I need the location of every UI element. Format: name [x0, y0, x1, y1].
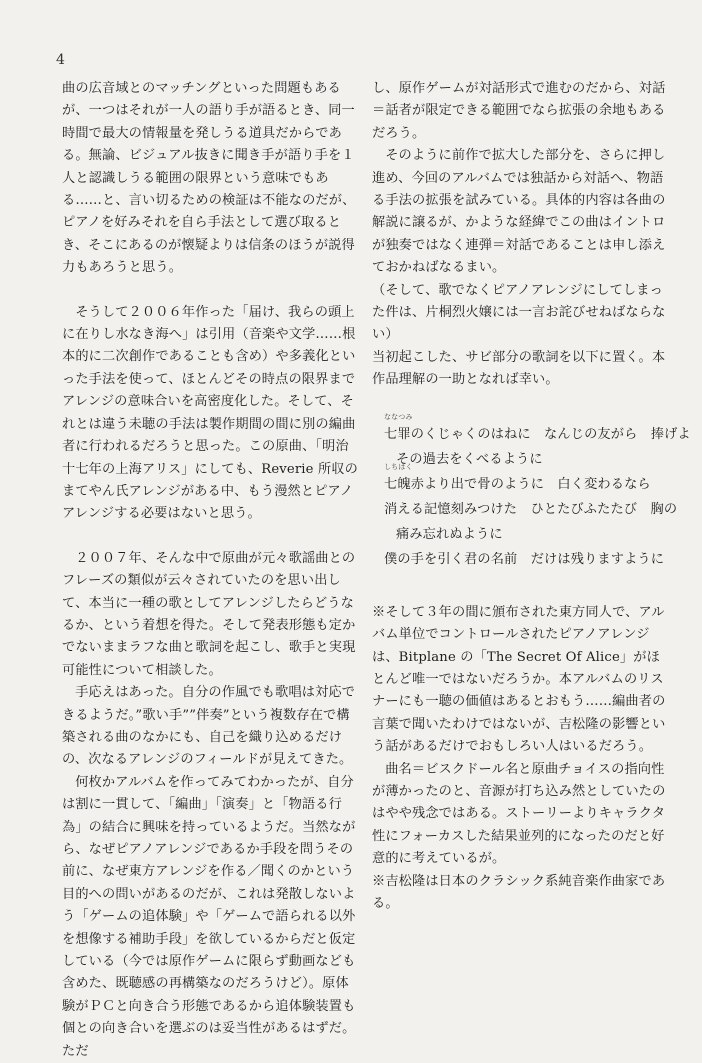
ruby-word: しちはく 七魄	[384, 462, 413, 492]
paragraph: ２００７年、そんな中で原曲が元々歌謡曲とのフレーズの類似が云々されていたのを思い出して、本当に一種の歌としてアレンジしたらどうなるか、という着想を得た。そして発表形態も定かでないままラフな曲と歌詞を起こし、歌手と実現可能性について相談した。	[62, 550, 356, 678]
paragraph: 手応えはあった。自分の作風でも歌唱は対応できるようだ。”歌い手””伴奏”という複数存在で構築される曲のなかにも、自己を織り込めるだけの、次なるアレンジのフィールドが見えてきた。	[62, 685, 356, 768]
paragraph: 曲の広音域とのマッチングといった問題もあるが、一つはそれが一人の語り手が語るとき、同一時間で最大の情報量を発しうる道具だからである。無論、ビジュアル抜きに聞き手が語り手を１人と認識しうる範囲の限界という意味でもある……と、言い切るための検証は不能なのだが、ピアノを好みそれを自ら手法として選び取るとき、そこにあるのが懐疑よりは信条のほうが説得力もあろうと思う。	[62, 81, 356, 276]
lyric-line: 僕の手を引く君の名前 だけは残りますように	[384, 551, 665, 567]
paragraph: し、原作ゲームが対話形式で進むのだから、対話＝話者が限定できる範囲でなら拡張の余地もあるだろう。	[372, 81, 666, 141]
lyric-line: 痛み忘れぬように	[396, 526, 503, 542]
page-number: 4	[56, 52, 65, 68]
footnote: ※吉松隆は日本のクラシック系純音楽作曲家である。	[372, 873, 666, 911]
lyric-line: ななつみ 七罪のくじゃくのはねに なんじの友がら 捧げよ	[384, 422, 672, 447]
paragraph: 曲名＝ビスクドール名と原曲チョイスの指向性が薄かったのと、音源が打ち込み然としていたのはやや残念ではある。ストーリーよりキャラクタ性にフォーカスした結果並列的になったのだと好意的に考えているが。	[372, 761, 666, 867]
paragraph: 何枚かアルバムを作ってみてわかったが、自分は割に一貫して、「編曲」「演奏」と「物語る行為」の結合に興味を持っているようだ。当然ながら、なぜピアノアレンジであるか手段を問うその前に、なぜ東方アレンジを作る／聞くのかという目的への問いがあるのだが、これは発散しないよう「ゲームの追体験」や「ゲームで語られる以外を想像する補助手段」を欲しているからだと仮定している（今では原作ゲームに限らず動画なども含めた、既聴感の再構築なのだろうけど）。原体験がＰＣと向き合う形態であるから追体験装置も個との向き合いを選ぶのは妥当性があるはずだ。ただ	[62, 774, 356, 1059]
left-column	[62, 78, 358, 1063]
paragraph: そのように前作で拡大した部分を、さらに押し進め、今回のアルバムでは独話から対話へ、物語る手法の拡張を試みている。具体的内容は各曲の解説に譲るが、かような経緯でこの曲はイントロが独奏ではなく連弾＝対話であることは申し添えておかねばなるまい。	[372, 148, 666, 276]
paragraph: そうして２００６年作った「届け、我らの頭上に在りし水なき海へ」は引用（音楽や文学……根本的に二次創作であることも含め）や多義化といった手法を使って、ほとんどその時点の限界までアレンジの意味合いを高密度化した。そして、それとは違う未聴の手法は製作期間の間に別の編曲者に行われるだろうと思った。この原曲、「明治十七年の上海アリス」にしても、Reverie 所収のまてやん氏アレンジがある中、もう漫然とピアノアレンジする必要はないと思う。	[62, 304, 358, 522]
lyric-line: 消える記憶刻みつけた ひとたびふたたび 胸の	[384, 501, 678, 517]
ruby-reading: ななつみ	[384, 412, 413, 421]
ruby-reading: しちはく	[384, 462, 413, 471]
lyric-line: しちはく 七魄赤より出で骨のように 白く変わるなら	[384, 472, 672, 497]
ruby-word: ななつみ 七罪	[384, 412, 413, 442]
right-column	[372, 78, 691, 915]
lyrics-block	[384, 412, 691, 572]
lyric-line: その過去をくべるように	[396, 451, 543, 467]
paragraph: 当初起こした、サビ部分の歌詞を以下に置く。本作品理解の一助となれば幸い。	[372, 349, 666, 388]
footnote: ※そして３年の間に頒布された東方同人で、アルバム単位でコントロールされたピアノアレンジは、Bitplane の「The Secret Of Alice」がほとんど唯一ではないだろうか。本アルバムのリスナーにも一聴の価値はあるとおもう……編曲者の言葉で聞いたわけではないが、吉松隆の影響という話があるだけでおもしろい人はいるだろう。	[372, 604, 666, 755]
paragraph: （そして、歌でなくピアノアレンジにしてしまった件は、片桐烈火嬢には一言お詫びせねばならない）	[372, 282, 666, 343]
